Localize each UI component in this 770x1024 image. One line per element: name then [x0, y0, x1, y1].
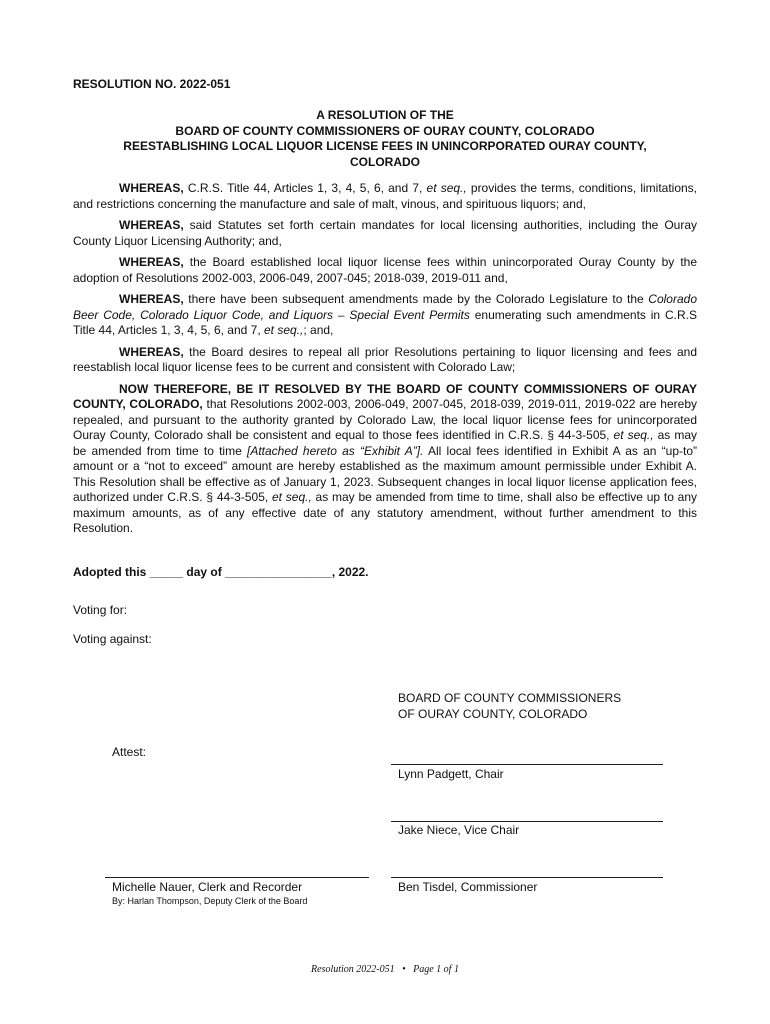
paragraph-italic: et seq., — [426, 181, 467, 195]
paragraph-text: C.R.S. Title 44, Articles 1, 3, 4, 5, 6, and 7, — [183, 181, 427, 195]
resolution-body — [73, 181, 697, 543]
whereas-lead: WHEREAS, — [119, 344, 184, 359]
whereas-paragraph-5 — [73, 345, 697, 376]
paragraph-text: the Board desires to repeal all prior Resolutions pertaining to liquor licensing and fees and reestablish local liquor license fees to be current and consistent with Colorado Law; — [73, 344, 697, 374]
board-line-1: BOARD OF COUNTY COMMISSIONERS — [398, 691, 622, 705]
commissioner-signature-line — [391, 877, 663, 878]
whereas-paragraph-4 — [73, 292, 697, 339]
vice-chair-name: Jake Niece, Vice Chair — [398, 823, 520, 837]
whereas-paragraph-2 — [73, 218, 697, 249]
whereas-paragraph-3 — [73, 255, 697, 286]
paragraph-text: All local fees identified in Exhibit A as an “up-to” amount or a “not to exceed” amount are hereby established as the maximum amount permissible under Exhibit A. This Resolution shall be effective as of January 1, 2023. Subsequent changes in local liquor license application fees, authorized under C.R.S. § 44-3-505, — [73, 443, 697, 504]
paragraph-text: there have been subsequent amendments made by the Colorado Legislature to the — [183, 292, 649, 306]
paragraph-text: that Resolutions 2002-003, 2006-049, 2007-045, 2018-039, 2019-011, 2019-022 are hereby repealed, and pursuant to the authority granted by Colorado Law, the local liquor license fees for unincorporated Ouray County, Colorado shall be consistent and equal to those fees identified in C.R.S. § 44-3-505, — [73, 397, 697, 442]
vice-chair-signature-line — [391, 821, 663, 822]
paragraph-italic: et seq., — [264, 323, 304, 337]
voting-against-label: Voting against: — [73, 632, 152, 646]
whereas-lead: WHEREAS, — [119, 292, 184, 306]
title-line-2: BOARD OF COUNTY COMMISSIONERS OF OURAY COUNTY, COLORADO — [175, 123, 595, 138]
voting-for-label: Voting for: — [73, 603, 128, 617]
title-line-1: A RESOLUTION OF THE — [316, 108, 454, 122]
attest-label: Attest: — [112, 745, 147, 759]
paragraph-italic: Colorado Beer Code, Colorado Liquor Code, and Liquors – Special Event Permits — [73, 292, 697, 322]
resolved-lead: NOW THEREFORE, BE IT RESOLVED BY THE BOARD OF COUNTY COMMISSIONERS OF OURAY COUNTY, COLORADO, — [73, 381, 697, 411]
board-line-2: OF OURAY COUNTY, COLORADO — [398, 706, 588, 721]
resolution-title — [73, 108, 697, 170]
deputy-clerk-line: By: Harlan Thompson, Deputy Clerk of the Board — [112, 896, 308, 906]
paragraph-text: said Statutes set forth certain mandates for local licensing authorities, including the Ouray County Liquor Licensing Authority; and, — [73, 218, 697, 248]
board-heading — [398, 691, 621, 722]
paragraph-italic: et seq., — [271, 490, 312, 504]
paragraph-text: the Board established local liquor license fees within unincorporated Ouray County by the adoption of Resolutions 2002-003, 2006-049, 2007-045; 2018-039, 2019-011 and, — [73, 255, 697, 285]
paragraph-text: provides the terms, conditions, limitations, and restrictions concerning the manufacture and sale of malt, vinous, and spirituous liquors; and, — [73, 181, 698, 211]
chair-signature-line — [391, 764, 663, 765]
adopted-line: Adopted this _____ day of ________________, 2022. — [73, 565, 369, 579]
title-line-4: COLORADO — [350, 154, 420, 169]
paragraph-italic: et seq., — [613, 428, 654, 442]
clerk-signature-line — [105, 877, 369, 878]
resolution-number: RESOLUTION NO. 2022-051 — [73, 77, 231, 91]
resolved-paragraph — [73, 382, 697, 537]
title-line-3: REESTABLISHING LOCAL LIQUOR LICENSE FEES IN UNINCORPORATED OURAY COUNTY, — [123, 139, 647, 153]
whereas-paragraph-1 — [73, 181, 697, 212]
whereas-lead: WHEREAS, — [119, 218, 184, 232]
commissioner-name: Ben Tisdel, Commissioner — [398, 880, 538, 894]
paragraph-italic: [Attached hereto as “Exhibit A”]. — [246, 443, 424, 458]
paragraph-text: as may be amended from time to time — [73, 428, 697, 458]
paragraph-text: as may be amended from time to time, shall also be effective up to any maximum amounts, as of any effective date of any statutory amendment, without further amendment to this Resolution. — [73, 490, 698, 535]
page-footer: Resolution 2022-051 • Page 1 of 1 — [311, 964, 459, 975]
whereas-lead: WHEREAS, — [119, 181, 184, 195]
whereas-lead: WHEREAS, — [119, 255, 184, 269]
clerk-name: Michelle Nauer, Clerk and Recorder — [112, 880, 303, 894]
paragraph-text: enumerating such amendments in C.R.S Title 44, Articles 1, 3, 4, 5, 6, and 7, — [73, 307, 697, 337]
chair-name: Lynn Padgett, Chair — [398, 767, 504, 781]
paragraph-text: ; and, — [303, 323, 334, 337]
